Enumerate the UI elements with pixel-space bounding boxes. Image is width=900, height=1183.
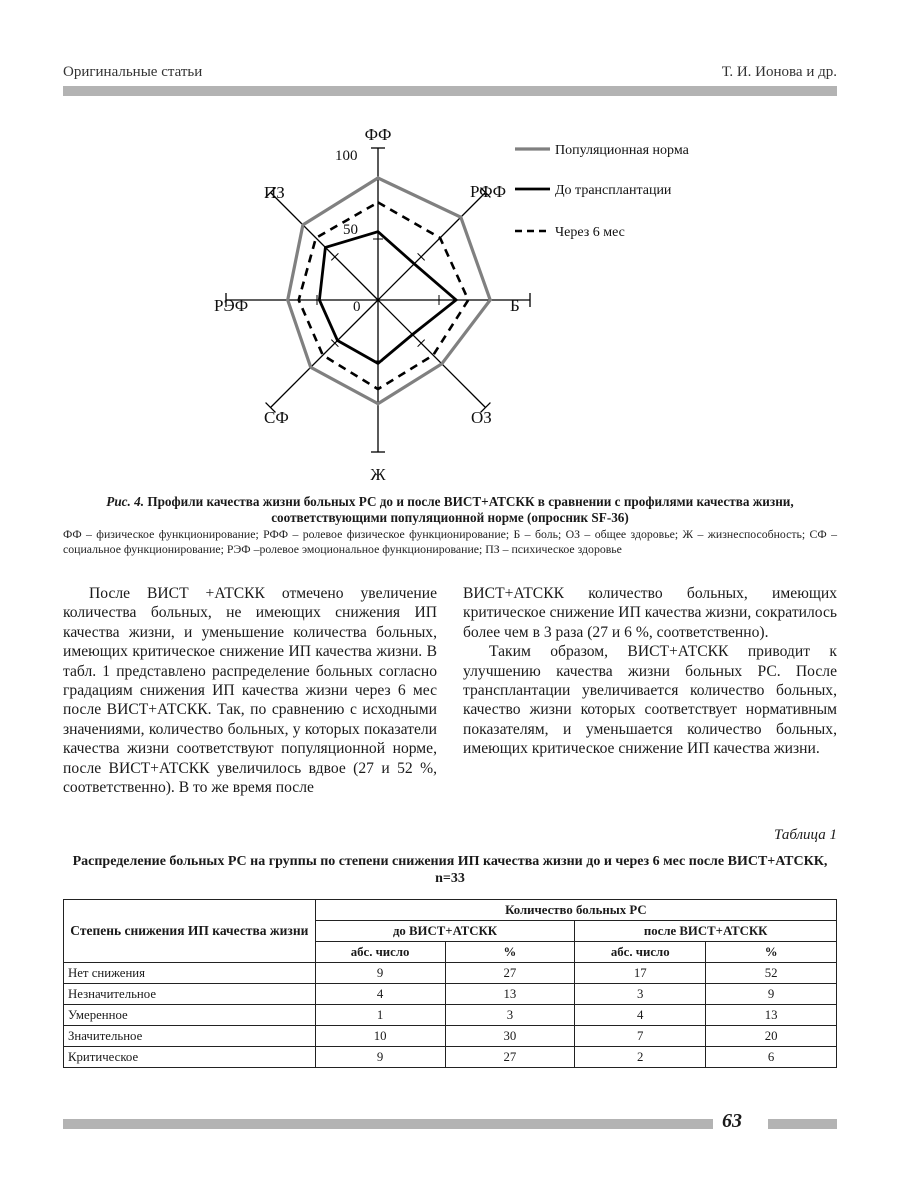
table-cell: 4 bbox=[575, 1005, 706, 1026]
table-title: Распределение больных РС на группы по степени снижения ИП качества жизни до и через 6 мес после ВИСТ+АТСКК, n=33 bbox=[72, 854, 828, 886]
table-cell: 10 bbox=[315, 1026, 445, 1047]
table-cell: 4 bbox=[315, 984, 445, 1005]
pct-header: % bbox=[445, 942, 575, 963]
table-row bbox=[64, 1047, 837, 1068]
group-header: Количество больных РС bbox=[315, 900, 836, 921]
paragraph: После ВИСТ +АТСКК отмечено увеличение количества больных, не имеющих снижения ИП качества жизни, и уменьшение количества больных, имеющих критическое снижение ИП качества жизни. В табл. 1 представлено распределение больных согласно градациям снижения ИП качества жизни через 6 мес после ВИСТ+АТСКК. Так, по сравнению с исходными значениями, количество больных, у которых показатели качества жизни соответствуют популяционной норме, после ВИСТ+АТСКК увеличилось вдвое (27 и 52 %, соответственно). В то же время после bbox=[63, 585, 437, 797]
axis-label: РЭФ bbox=[214, 296, 249, 315]
running-head-section: Оригинальные статьи bbox=[63, 64, 203, 80]
table-cell: 6 bbox=[706, 1047, 837, 1068]
legend-label: До трансплантации bbox=[555, 183, 672, 198]
bottom-rule-left bbox=[63, 1119, 713, 1129]
radar-axis bbox=[271, 193, 378, 300]
paragraph-continuation: ВИСТ+АТСКК количество больных, имеющих критическое снижение ИП качества жизни, сократилось более чем в 3 раза (27 и 6 %, соответственно). bbox=[463, 585, 837, 641]
axis-label: Ж bbox=[370, 465, 386, 484]
row-label: Значительное bbox=[64, 1026, 316, 1047]
text-column-right bbox=[463, 584, 837, 759]
table-cell: 3 bbox=[445, 1005, 575, 1026]
row-label: Умеренное bbox=[64, 1005, 316, 1026]
table-cell: 9 bbox=[706, 984, 837, 1005]
after-header: после ВИСТ+АТСКК bbox=[575, 921, 837, 942]
table-cell: 1 bbox=[315, 1005, 445, 1026]
row-label: Незначительное bbox=[64, 984, 316, 1005]
data-table bbox=[63, 899, 837, 1068]
pct-header: % bbox=[706, 942, 837, 963]
table-cell: 27 bbox=[445, 963, 575, 984]
axis-label: РФФ bbox=[470, 182, 507, 201]
paragraph: Таким образом, ВИСТ+АТСКК приводит к улучшению качества жизни больных РС. После трансплантации увеличивается количество больных, качество жизни которых соответствует нормативным показателям, и уменьшается количество больных, имеющих критическое снижение ИП качества жизни. bbox=[463, 643, 837, 758]
table-cell: 30 bbox=[445, 1026, 575, 1047]
axis-label: СФ bbox=[264, 408, 289, 427]
row-label: Критическое bbox=[64, 1047, 316, 1068]
radar-chart bbox=[200, 118, 720, 490]
axis-label: ФФ bbox=[364, 125, 392, 144]
table-row bbox=[64, 963, 837, 984]
tick-label: 0 bbox=[353, 299, 361, 315]
axis-label: ПЗ bbox=[264, 183, 285, 202]
radar-axis bbox=[378, 300, 485, 407]
abs-header: абс. число bbox=[315, 942, 445, 963]
table-cell: 27 bbox=[445, 1047, 575, 1068]
series-population-norm bbox=[288, 178, 491, 404]
page-number: 63 bbox=[722, 1110, 742, 1132]
bottom-rule-right bbox=[768, 1119, 837, 1129]
row-header: Степень снижения ИП качества жизни bbox=[64, 900, 316, 963]
legend-label: Через 6 мес bbox=[555, 225, 625, 240]
table-number: Таблица 1 bbox=[774, 827, 837, 843]
running-head-authors: Т. И. Ионова и др. bbox=[721, 64, 837, 80]
axis-label: ОЗ bbox=[471, 408, 492, 427]
table-cell: 17 bbox=[575, 963, 706, 984]
figure-caption bbox=[63, 494, 837, 526]
table-cell: 20 bbox=[706, 1026, 837, 1047]
table-cell: 3 bbox=[575, 984, 706, 1005]
figure-caption-text: Профили качества жизни больных РС до и после ВИСТ+АТСКК в сравнении с профилями качества жизни, соответствующими популяционной норме (опросник SF-36) bbox=[147, 494, 794, 525]
row-label: Нет снижения bbox=[64, 963, 316, 984]
table-cell: 7 bbox=[575, 1026, 706, 1047]
table-cell: 9 bbox=[315, 963, 445, 984]
table-row bbox=[64, 1005, 837, 1026]
table-cell: 52 bbox=[706, 963, 837, 984]
axis-label: Б bbox=[510, 296, 520, 315]
table-cell: 13 bbox=[706, 1005, 837, 1026]
figure-abbreviations: ФФ – физическое функционирование; РФФ – ролевое физическое функционирование; Б – боль; ОЗ – общее здоровье; Ж – жизнеспособность; СФ – социальное функционирование; РЭФ –ролевое эмоциональное функционирование; ПЗ – психическое здоровье bbox=[63, 527, 837, 556]
table-row bbox=[64, 984, 837, 1005]
series-before-transplant bbox=[319, 232, 456, 364]
tick-label: 50 bbox=[343, 222, 358, 238]
tick-label: 100 bbox=[335, 148, 358, 164]
top-rule bbox=[63, 86, 837, 96]
table-cell: 13 bbox=[445, 984, 575, 1005]
figure-label: Рис. 4. bbox=[106, 494, 145, 509]
table-cell: 9 bbox=[315, 1047, 445, 1068]
table-row bbox=[64, 1026, 837, 1047]
table-cell: 2 bbox=[575, 1047, 706, 1068]
legend-label: Популяционная норма bbox=[555, 143, 689, 158]
abs-header: абс. число bbox=[575, 942, 706, 963]
before-header: до ВИСТ+АТСКК bbox=[315, 921, 575, 942]
text-column-left bbox=[63, 584, 437, 797]
